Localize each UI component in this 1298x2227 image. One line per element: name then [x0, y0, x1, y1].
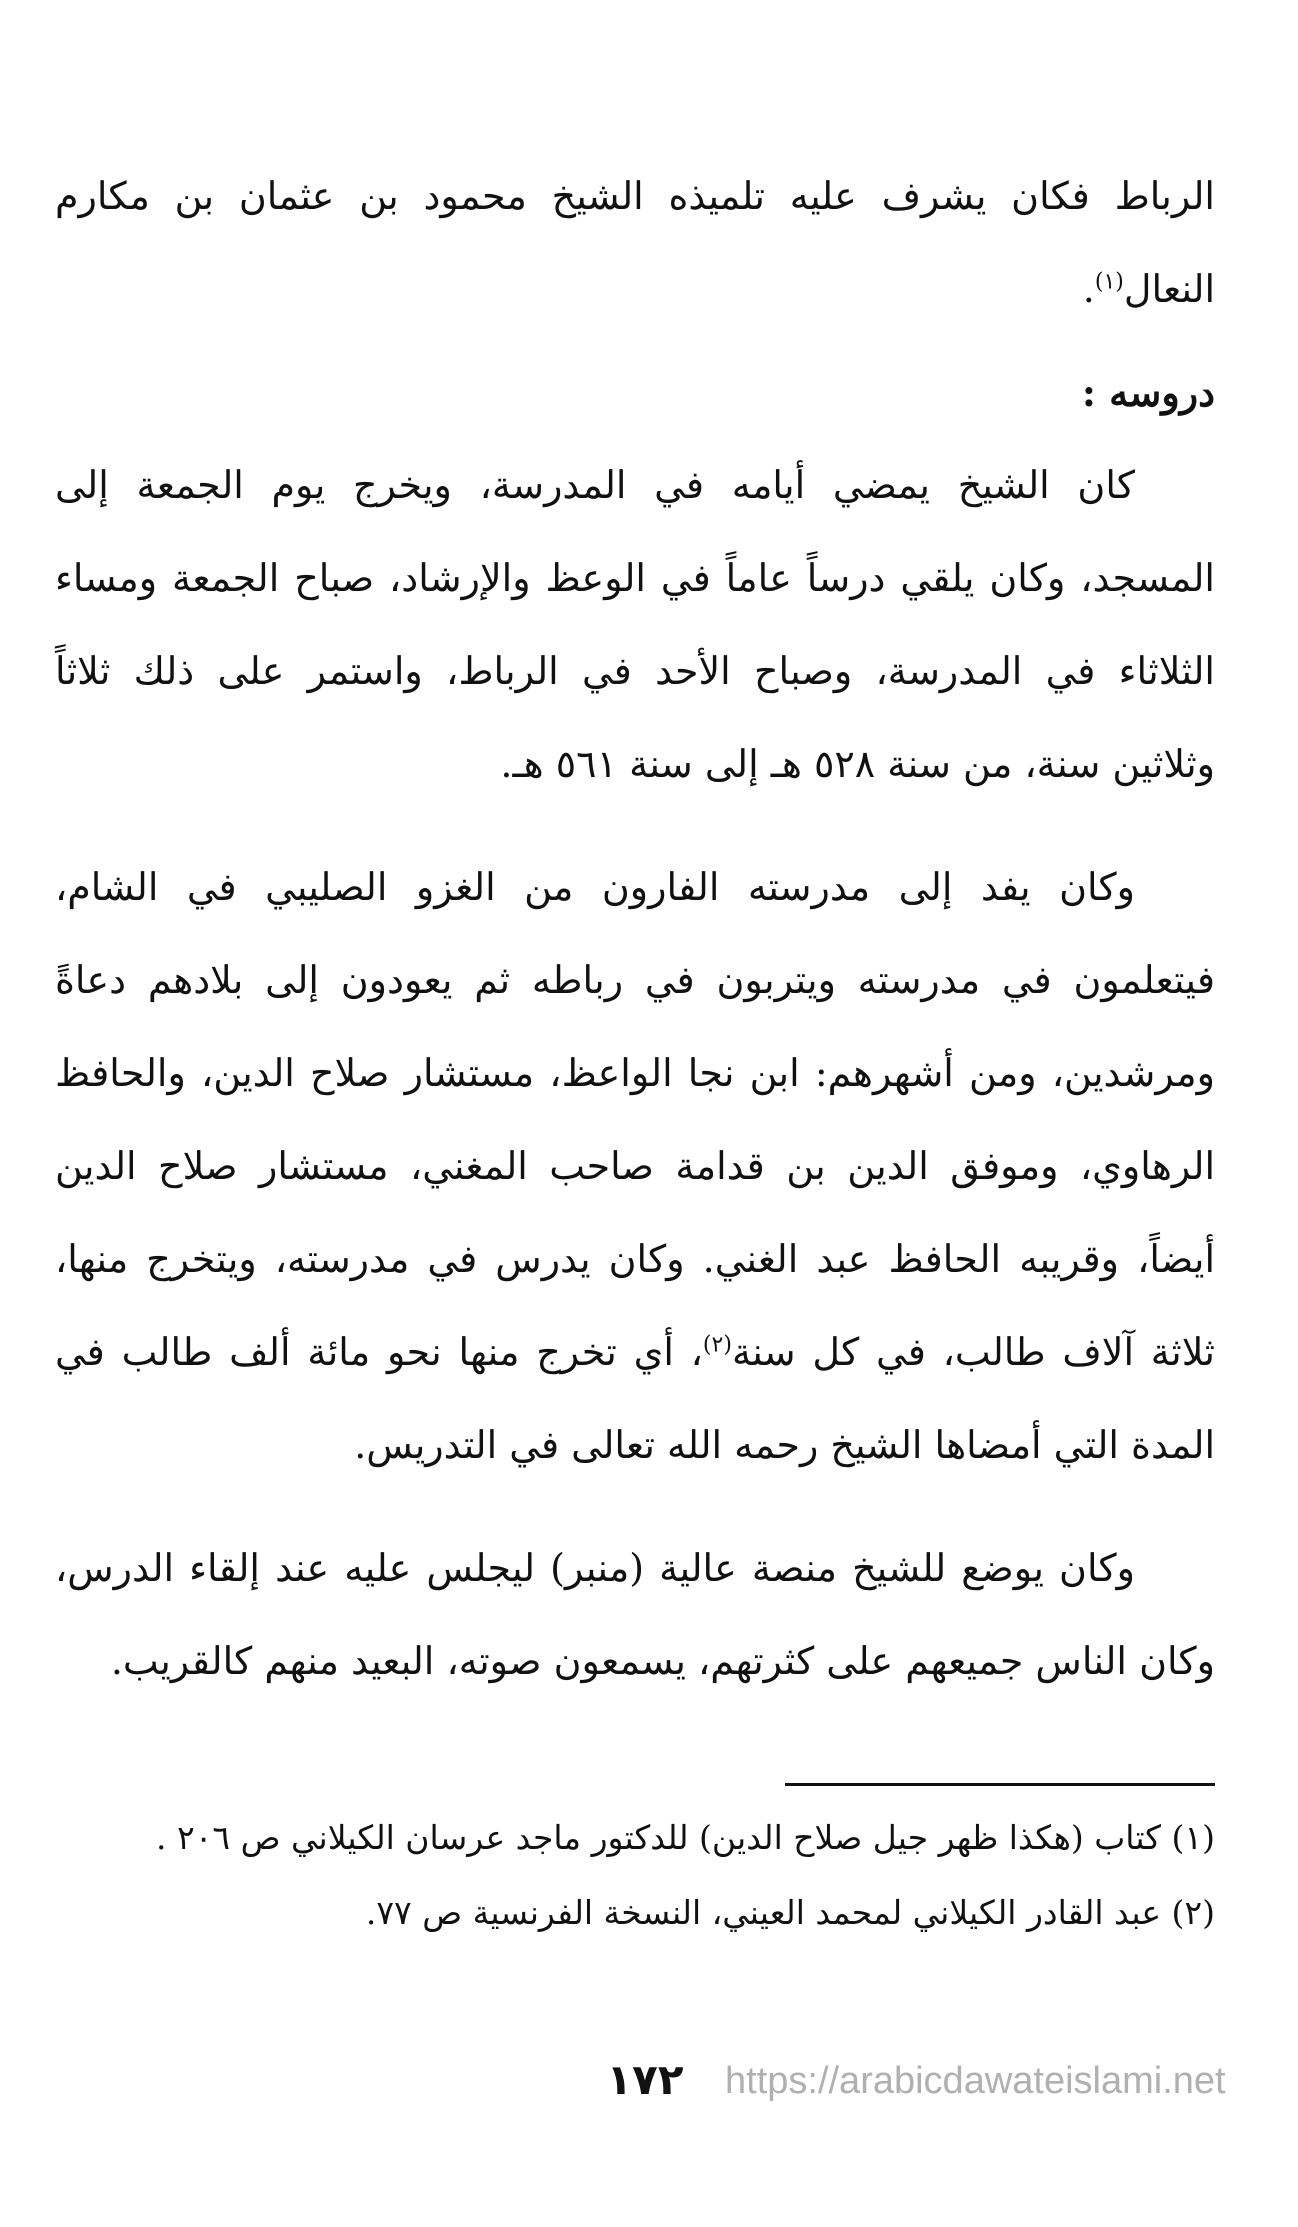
footnote-1: (١) كتاب (هكذا ظهر جيل صلاح الدين) للدكتور ماجد عرسان الكيلاني ص ٢٠٦ .	[155, 1818, 1215, 1857]
watermark-url: https://arabicdawateislami.net	[725, 2060, 1226, 2102]
paragraph-text: الرباط فكان يشرف عليه تلميذه الشيخ محمود بن عثمان بن مكارم النعال	[55, 174, 1215, 311]
paragraph-students	[55, 841, 1215, 1492]
footnote-ref: (١)	[1094, 269, 1124, 295]
section-heading: دروسه :	[1081, 370, 1215, 415]
paragraph-lessons: كان الشيخ يمضي أيامه في المدرسة، ويخرج يوم الجمعة إلى المسجد، وكان يلقي درساً عاماً في الوعظ والإرشاد، صباح الجمعة ومساء الثلاثاء في المدرسة، وصباح الأحد في الرباط، واستمر على ذلك ثلاثاً وثلاثين سنة، من سنة ٥٢٨ هـ إلى سنة ٥٦١ هـ.	[55, 463, 1215, 786]
paragraph-text: وكان يفد إلى مدرسته الفارون من الغزو الصليبي في الشام، فيتعلمون في مدرسته ويتربون في رباطه ثم يعودون إلى بلادهم دعاةً ومرشدين، ومن أشهرهم: ابن نجا الواعظ، مستشار صلاح الدين، والحافظ الرهاوي، وموفق الدين بن قدامة صاحب المغني، مستشار صلاح الدين أيضاً، وقريبه الحافظ عبد الغني. وكان يدرس في مدرسته، ويتخرج منها، ثلاثة آلاف طالب، في كل سنة	[55, 865, 1215, 1374]
page-number: ١٧٢	[606, 2055, 684, 2104]
footnote-divider	[785, 1783, 1215, 1786]
main-text	[55, 150, 1215, 1708]
footnotes	[55, 1800, 1215, 1950]
paragraph-end: .	[1082, 267, 1095, 311]
paragraph-pulpit: وكان يوضع للشيخ منصة عالية (منبر) ليجلس عليه عند إلقاء الدرس، وكان الناس جميعهم على كثرتهم، يسمعون صوته، البعيد منهم كالقريب.	[55, 1546, 1215, 1683]
paragraph-continuation	[55, 150, 1215, 336]
footnote-2: (٢) عبد القادر الكيلاني لمحمد العيني، النسخة الفرنسية ص ٧٧.	[365, 1893, 1215, 1932]
footnote-ref: (٢)	[702, 1332, 732, 1358]
paragraph-text: ، أي تخرج منها نحو مائة ألف طالب في المدة التي أمضاها الشيخ رحمه الله تعالى في التدريس.	[55, 1330, 1215, 1467]
